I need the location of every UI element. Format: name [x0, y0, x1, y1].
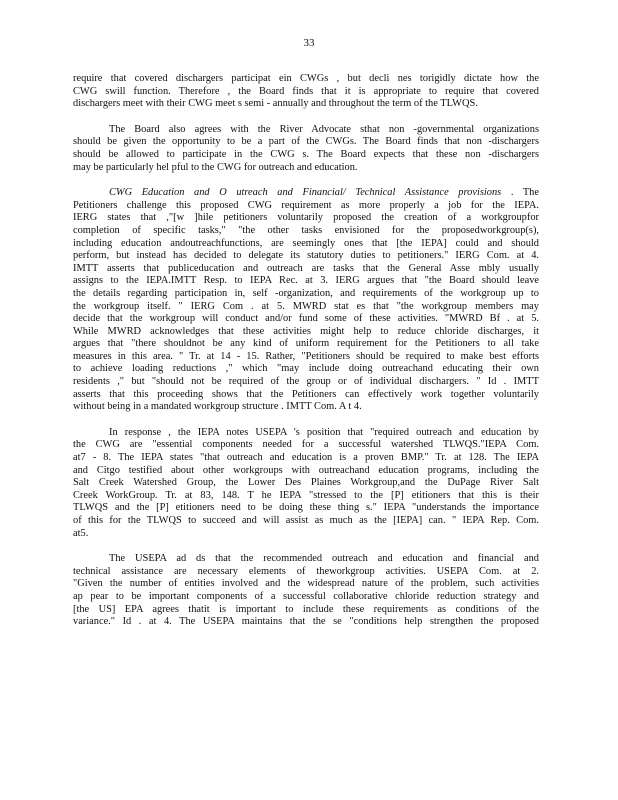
- text-line: technical assistance are necessary elements of theworkgroup activities. USEPA Com. at 2.: [73, 565, 539, 577]
- text-line: including education andoutreachfunctions, are seemingly ones that [the IEPA] could and should: [73, 237, 539, 249]
- text-line: [the US] EPA agrees thatit is important to include these requirements as conditions of the: [73, 603, 539, 615]
- text-line: In response , the IEPA notes USEPA 's position that "required outreach and education by: [109, 426, 539, 438]
- text-line: completion of specific tasks," "the other tasks envisioned for the proposedworkgroup(s),: [73, 224, 539, 236]
- text-line: argues that "there shouldnot be any kind of uniform requirement for the Petitioners to all take: [73, 338, 539, 350]
- text-line: The USEPA ad ds that the recommended outreach and education and financial and: [109, 553, 539, 565]
- text-line: asserts that this proceeding shows that the Petitioners can effectively work together voluntarily: [73, 388, 539, 400]
- text-line: [73, 187, 539, 200]
- text-line: the CWG are "essential components needed for a successful watershed TLWQS."IEPA Com.: [73, 439, 539, 451]
- text-line: TLWQS and the [P] etitioners need to be doing these thing s." IEPA "understands the importance: [73, 502, 539, 514]
- text-line: ap pear to be important components of a successful collaborative chloride reduction strategy and: [73, 590, 539, 602]
- text-line: The Board also agrees with the River Advocate sthat non -governmental organizations: [109, 123, 539, 135]
- text-line: measures in this area. " Tr. at 14 - 15. Rather, "Petitioners should be required to make best efforts: [73, 350, 539, 362]
- text-line: at5.: [73, 527, 89, 539]
- text-line: decide that the workgroup will conduct and/or fund some of these activities. "MWRD Bf . at 5.: [73, 313, 539, 325]
- text-line: assigns to the IEPA.IMTT Resp. to IEPA Rec. at 3. IERG argues that "the Board should leave: [73, 275, 539, 287]
- text-line: of this for the TLWQS to succeed and will assist as much as the [IEPA] can. " IEPA Rep. Com.: [73, 515, 539, 526]
- text-line: and Citgo testified about other workgroups with outreachand education programs, including the: [73, 464, 539, 476]
- text-line: at7 - 8. The IEPA states "that outreach and education is a proven BMP." Tr. at 128. The IEPA: [73, 452, 539, 464]
- paragraph-2: [73, 124, 539, 174]
- text-line: perform, but instead has decided to delegate its statutory duties to petitioners." IERG Com. at 4.: [73, 250, 539, 262]
- text-line: require that covered dischargers participat ein CWGs , but decli nes torigidly dictate how the: [73, 73, 539, 84]
- document-body: [73, 73, 539, 642]
- text-line: CWG swill function. Therefore , the Board finds that it is appropriate to require that covered: [73, 85, 539, 97]
- text-line: the workgroup itself. " IERG Com . at 5. MWRD stat es that "the workgroup members may: [73, 300, 539, 312]
- text-line: without being in a mandated workgroup structure . IMTT Com. A t 4.: [73, 401, 362, 413]
- paragraph-1: [73, 73, 539, 111]
- text-line: IERG states that ,"[w ]hile petitioners voluntarily proposed the creation of a workgroupfor: [73, 212, 539, 224]
- text-line: should be given the opportunity to be a part of the CWGs. The Board finds that non -dischargers: [73, 136, 539, 148]
- text-line: While MWRD acknowledges that these activities might help to reduce chloride discharges, it: [73, 325, 539, 337]
- text-line: residents ," but "should not be required of the group or of individual dischargers. " Id . IMTT: [73, 376, 539, 388]
- text-fragment: . The: [510, 187, 539, 199]
- text-line: to achieve loading reductions ," which "may include doing outreachand educating their own: [73, 363, 539, 375]
- text-line: the details regarding participation in, self -organization, and requirements of the workgroup up to: [73, 287, 539, 299]
- text-line: dischargers meet with their CWG meet s semi - annually and throughout the term of the TLWQS.: [73, 98, 478, 110]
- paragraph-3: [73, 187, 539, 414]
- text-line: "Given the number of entities involved and the widespread nature of the problem, such activities: [73, 578, 539, 590]
- paragraph-4: [73, 427, 539, 540]
- text-line: variance." Id . at 4. The USEPA maintains that the se "conditions help strengthen the proposed: [73, 616, 539, 628]
- text-line: may be particularly hel pful to the CWG for outreach and education.: [73, 161, 358, 173]
- page-number: 33: [303, 37, 315, 49]
- text-line: Petitioners challenge this proposed CWG requirement as more properly a job for the IEPA.: [73, 199, 539, 211]
- text-line: IMTT asserts that publiceducation and outreach are tasks that the General Asse mbly usually: [73, 262, 539, 274]
- paragraph-5: [73, 553, 539, 629]
- text-line: should be allowed to participate in the CWG s. The Board expects that these non -dischargers: [73, 148, 539, 160]
- text-line: Creek WorkGroup. Tr. at 83, 148. T he IEPA "stressed to the [P] etitioners that this is their: [73, 489, 539, 501]
- section-heading: CWG Education and O utreach and Financial/ Technical Assistance provisions: [109, 187, 502, 199]
- text-line: Salt Creek Watershed Group, the Lower Des Plaines Workgroup,and the DuPage River Salt: [73, 477, 539, 489]
